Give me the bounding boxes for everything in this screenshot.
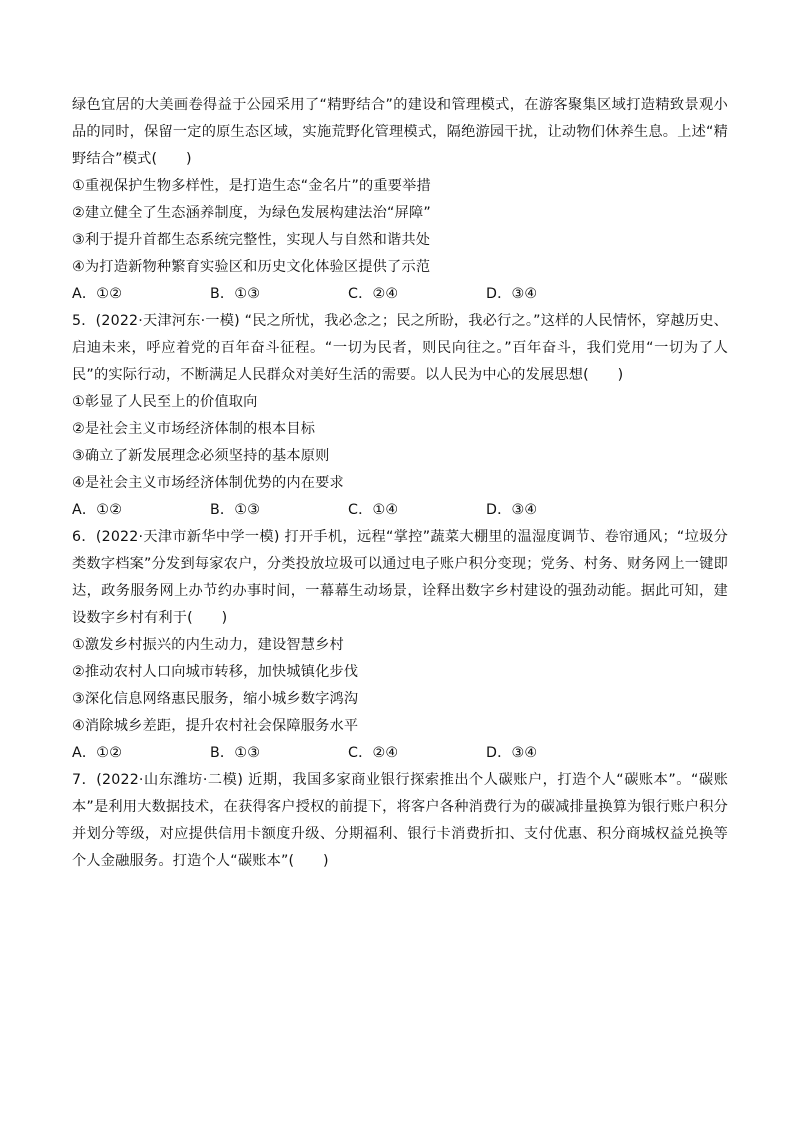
question-6-choice-c: C．②④: [348, 745, 399, 761]
question-6-option-3: ③深化信息网络惠民服务，缩小城乡数字鸿沟: [72, 691, 359, 707]
question-5-choice-c: C．①④: [348, 502, 399, 518]
question-4-choice-b: B．①③: [210, 286, 261, 302]
question-5-option-3: ③确立了新发展理念必须坚持的基本原则: [72, 448, 330, 464]
question-6-option-2: ②推动农村人口向城市转移，加快城镇化步伐: [72, 664, 359, 680]
question-5-choice-a: A．①②: [72, 502, 123, 518]
question-5-choice-b: B．①③: [210, 502, 261, 518]
question-6-choice-b: B．①③: [210, 745, 261, 761]
question-5-stem: 5．(2022·天津河东·一模) “民之所忧，我必念之；民之所盼，我必行之。”这样的人民情怀，穿越历史、启迪未来，呼应着党的百年奋斗征程。“一切为民者，则民向往之。”百年奋斗，我们党用“一切为了人民”的实际行动，不断满足人民群众对美好生活的需要。以人民为中心的发展思想( ): [72, 313, 728, 383]
question-6-option-4: ④消除城乡差距，提升农村社会保障服务水平: [72, 718, 359, 734]
question-6-choice-d: D．③④: [486, 745, 538, 761]
question-4-option-4: ④为打造新物种繁育实验区和历史文化体验区提供了示范: [72, 259, 431, 275]
question-4-choice-d: D．③④: [486, 286, 538, 302]
question-7-stem: 7．(2022·山东潍坊·二模) 近期，我国多家商业银行探索推出个人碳账户，打造个人“碳账本”。“碳账本”是利用大数据技术，在获得客户授权的前提下，将客户各种消费行为的碳减排量换算为银行账户积分并划分等级，对应提供信用卡额度升级、分期福利、银行卡消费折扣、支付优惠、积分商城权益兑换等个人金融服务。打造个人“碳账本”( ): [72, 772, 728, 869]
question-6-stem: 6．(2022·天津市新华中学一模) 打开手机，远程“掌控”蔬菜大棚里的温湿度调节、卷帘通风；“垃圾分类数字档案”分发到每家农户，分类投放垃圾可以通过电子账户积分变现；党务、村务、财务网上一键即达，政务服务网上办节约办事时间，一幕幕生动场景，诠释出数字乡村建设的强劲动能。据此可知，建设数字乡村有利于( ): [72, 529, 728, 626]
question-4-choices: [72, 281, 728, 308]
question-5-option-1: ①彰显了人民至上的价值取向: [72, 394, 258, 410]
question-4-option-2: ②建立健全了生态涵养制度，为绿色发展构建法治“屏障”: [72, 205, 431, 221]
document-content: [72, 92, 728, 875]
question-5-choice-d: D．③④: [486, 502, 538, 518]
question-6-choices: [72, 740, 728, 767]
question-6-option-1: ①激发乡村振兴的内生动力，建设智慧乡村: [72, 637, 344, 653]
question-4-choice-a: A．①②: [72, 286, 123, 302]
question-6-choice-a: A．①②: [72, 745, 123, 761]
question-4-choice-c: C．②④: [348, 286, 399, 302]
question-4-option-1: ①重视保护生物多样性，是打造生态“金名片”的重要举措: [72, 178, 431, 194]
question-5-choices: [72, 497, 728, 524]
question-4-stem: 绿色宜居的大美画卷得益于公园采用了“精野结合”的建设和管理模式，在游客聚集区域打造精致景观小品的同时，保留一定的原生态区域，实施荒野化管理模式，隔绝游园干扰，让动物们休养生息。上述“精野结合”模式( ): [72, 97, 728, 167]
question-5-option-2: ②是社会主义市场经济体制的根本目标: [72, 421, 316, 437]
question-5-option-4: ④是社会主义市场经济体制优势的内在要求: [72, 475, 344, 491]
question-4-option-3: ③利于提升首都生态系统完整性，实现人与自然和谐共处: [72, 232, 431, 248]
